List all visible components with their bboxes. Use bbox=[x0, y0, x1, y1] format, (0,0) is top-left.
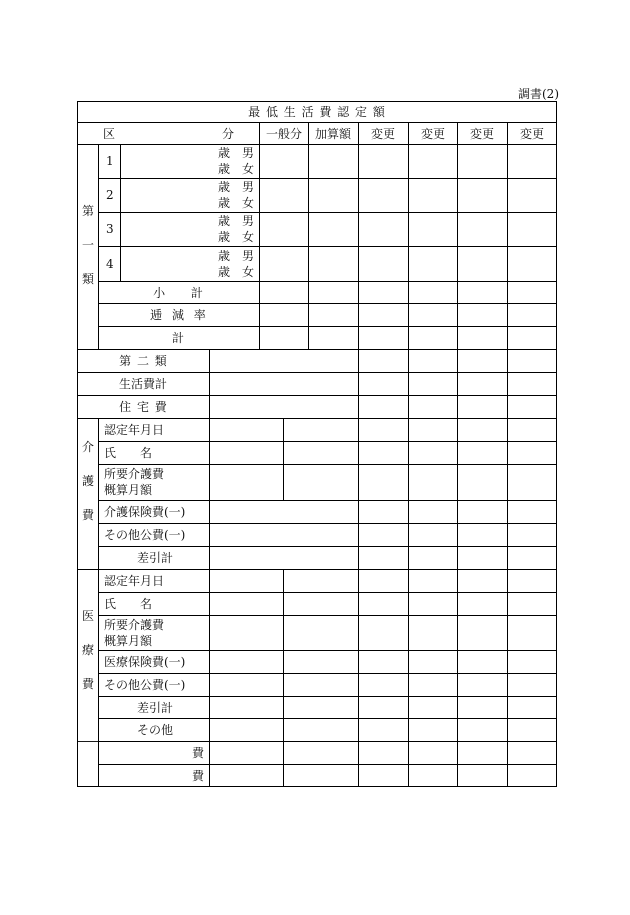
header-henko-2: 変更 bbox=[420, 127, 446, 141]
header-henko-1: 変更 bbox=[370, 127, 396, 141]
iryo-shoyo-line2: 概算月額 bbox=[104, 634, 153, 648]
form-title: 最 低 生 活 費 認 定 額 bbox=[248, 105, 386, 119]
row-4-no: 4 bbox=[106, 257, 114, 271]
row-2-sai2: 歳 bbox=[218, 196, 231, 210]
row-2-no: 2 bbox=[106, 188, 114, 202]
iryo-sonota-label: その他公費(一) bbox=[104, 678, 186, 692]
iryo-shimei-label: 氏 名 bbox=[104, 597, 153, 611]
row-2-male: 男 bbox=[242, 180, 255, 194]
iryo-sahiki-label: 差引計 bbox=[137, 701, 174, 715]
row-1-no: 1 bbox=[106, 154, 114, 168]
row-3-no: 3 bbox=[106, 222, 114, 236]
dai2rui-label: 第 二 類 bbox=[119, 354, 167, 368]
dai1rui-side-label: 第 一 類 bbox=[81, 204, 94, 286]
row-3-sai2: 歳 bbox=[218, 230, 231, 244]
kaigo-sahiki-label: 差引計 bbox=[137, 551, 174, 565]
row-4-sai2: 歳 bbox=[218, 265, 231, 279]
row-3-sai: 歳 bbox=[218, 214, 231, 228]
iryo-hoken-label: 医療保険費(一) bbox=[104, 655, 186, 669]
seikatsuhi-label: 生活費計 bbox=[118, 377, 168, 391]
jutakuhi-label: 住 宅 費 bbox=[119, 400, 167, 414]
hi-row-1-label: 費 bbox=[191, 746, 204, 760]
row-2-sai: 歳 bbox=[218, 180, 231, 194]
teigen-label: 逓 減 率 bbox=[150, 308, 206, 322]
document-code: 調書(2) bbox=[518, 87, 559, 101]
kaigo-hoken-label: 介護保険費(一) bbox=[104, 505, 186, 519]
header-kasan: 加算額 bbox=[314, 127, 352, 141]
subtotal-label: 小 計 bbox=[153, 286, 203, 300]
total-label: 計 bbox=[171, 331, 185, 345]
kaigo-nintei-label: 認定年月日 bbox=[104, 423, 165, 437]
minimum-living-cost-form bbox=[77, 101, 557, 787]
header-ku: 区 bbox=[103, 127, 116, 141]
header-bun: 分 bbox=[222, 127, 235, 141]
iryo-shoyo-line1: 所要介護費 bbox=[104, 618, 165, 632]
row-4-female: 女 bbox=[242, 265, 255, 279]
hi-row-2-label: 費 bbox=[191, 769, 204, 783]
row-1-sai: 歳 bbox=[218, 146, 231, 160]
iryo-side-label: 医 療 費 bbox=[81, 609, 94, 691]
kaigo-side-label: 介 護 費 bbox=[81, 440, 94, 522]
kaigo-shoyo-line2: 概算月額 bbox=[104, 483, 153, 497]
row-2-female: 女 bbox=[242, 196, 255, 210]
row-1-male: 男 bbox=[242, 146, 255, 160]
header-ippan: 一般分 bbox=[265, 127, 303, 141]
row-4-sai: 歳 bbox=[218, 249, 231, 263]
iryo-other-label: その他 bbox=[137, 723, 174, 737]
row-3-male: 男 bbox=[242, 214, 255, 228]
header-henko-3: 変更 bbox=[469, 127, 495, 141]
row-4-male: 男 bbox=[242, 249, 255, 263]
iryo-nintei-label: 認定年月日 bbox=[104, 574, 165, 588]
row-1-sai2: 歳 bbox=[218, 162, 231, 176]
kaigo-sonota-label: その他公費(一) bbox=[104, 528, 186, 542]
row-1-female: 女 bbox=[242, 162, 255, 176]
kaigo-shoyo-line1: 所要介護費 bbox=[104, 467, 165, 481]
kaigo-shimei-label: 氏 名 bbox=[104, 446, 153, 460]
row-3-female: 女 bbox=[242, 230, 255, 244]
header-henko-4: 変更 bbox=[519, 127, 545, 141]
